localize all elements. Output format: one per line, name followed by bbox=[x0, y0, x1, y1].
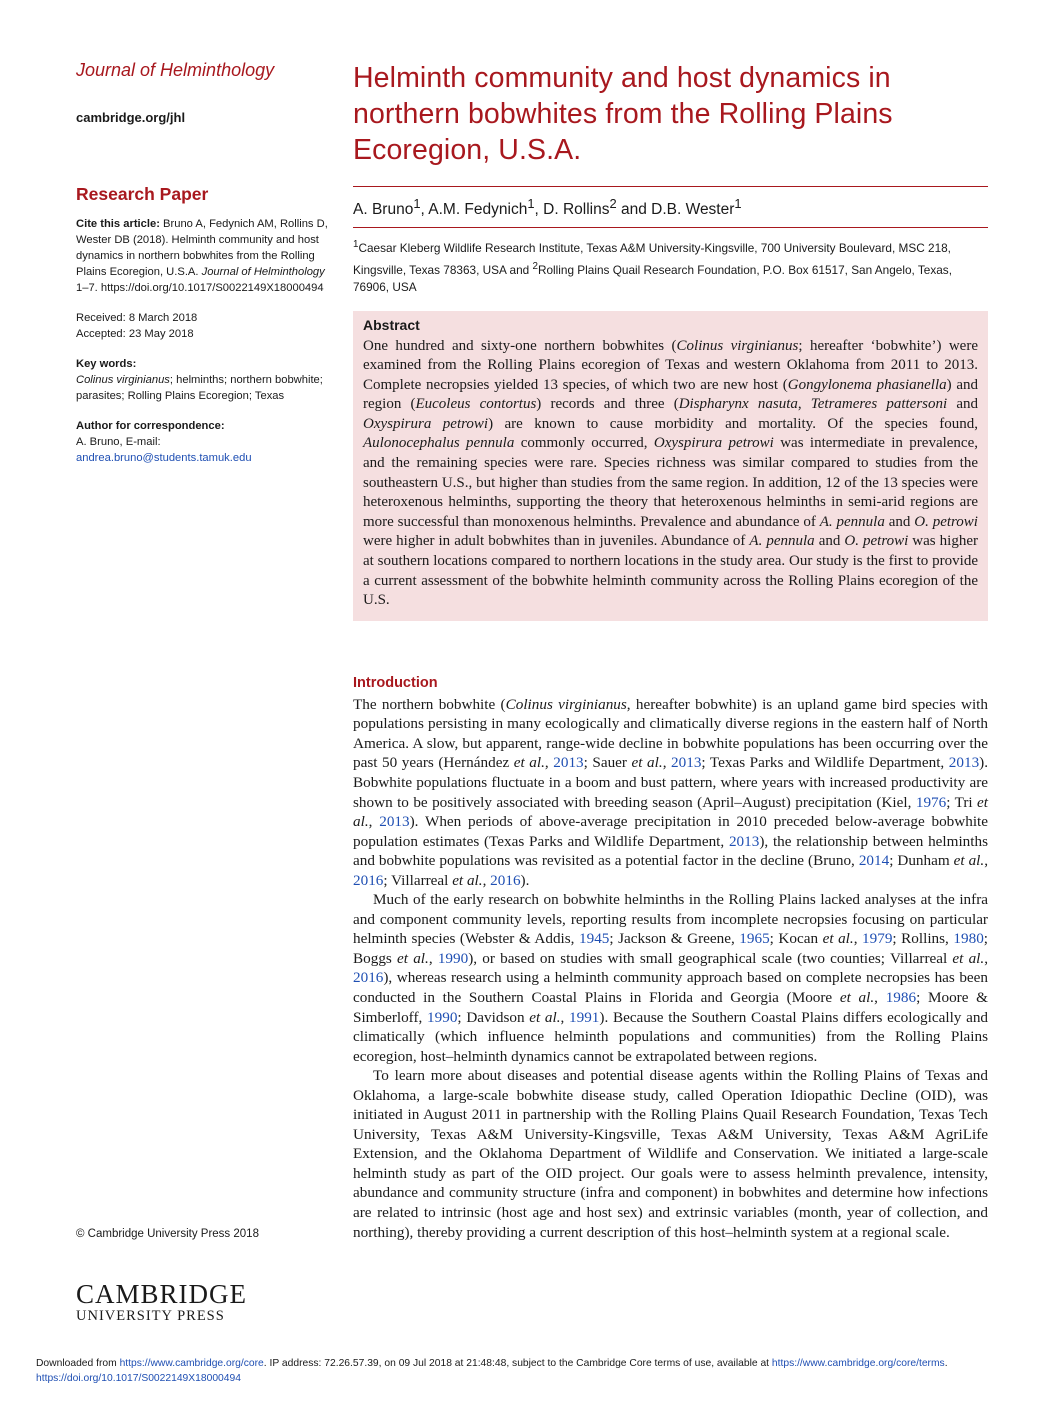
text-segment: , hereafter bobwhite) is an upland game bird species with populations persisting in many ecologically and climatically diverse regions in the eastern half of North America. A slow, but apparent, range-wide decline in bobwhite populations has been occurring over the past 50 years (Hernández bbox=[353, 695, 988, 772]
text-segment: ; Tri bbox=[946, 793, 978, 811]
abstract-segment: and bbox=[884, 513, 915, 530]
abstract-segment: ) and region ( bbox=[363, 376, 978, 413]
text-segment: ), whereas research using a helminth community approach based on complete necropsies has been conducted in the Southern Coastal Plains in Florida and Georgia (Moore bbox=[353, 969, 988, 1007]
footer-text: . bbox=[944, 1358, 948, 1369]
text-segment: ; Texas Parks and Wildlife Department, bbox=[701, 754, 949, 772]
reference-year-link[interactable]: 1980 bbox=[953, 930, 984, 948]
text-segment: , bbox=[368, 813, 380, 831]
abstract-segment: were higher in adult bobwhites than in juveniles. Abundance of bbox=[363, 533, 750, 550]
reference-year-link[interactable]: 1976 bbox=[915, 793, 947, 811]
reference-year-link[interactable]: 1986 bbox=[885, 989, 917, 1007]
text-segment: , bbox=[874, 989, 886, 1007]
article-title: Helminth community and host dynamics in northern bobwhites from the Rolling Plains Ecoregion, U.S.A. bbox=[353, 62, 893, 166]
italic-text: et al. bbox=[353, 793, 989, 831]
keyword-species: Colinus virginianus bbox=[76, 374, 170, 386]
author-separator: , bbox=[420, 201, 429, 219]
text-segment: Much of the early research on bobwhite helminths in the Rolling Plains lacked analyses at the infra and component community levels, reporting results from incomplete necropsies focusing on particular helminth species (Webster & Addis, bbox=[353, 891, 988, 948]
abstract-text bbox=[363, 337, 978, 611]
footer-core-link[interactable]: https://www.cambridge.org/core bbox=[119, 1358, 264, 1369]
citation-label: Cite this article: bbox=[76, 218, 160, 230]
text-segment: ), or based on studies with small geographical scale (two counties; Villarreal bbox=[468, 949, 953, 967]
introduction-body bbox=[353, 695, 988, 1242]
citation-journal: Journal of Helminthology bbox=[201, 266, 325, 278]
text-segment: , bbox=[984, 852, 988, 870]
text-segment: , bbox=[853, 930, 863, 948]
publisher-logo-line1: CAMBRIDGE bbox=[76, 1279, 248, 1309]
text-segment: ; Davidson bbox=[457, 1008, 530, 1026]
correspondence-prefix: A. Bruno, E-mail: bbox=[76, 436, 161, 448]
abstract-species: Colinus virginianus bbox=[676, 337, 799, 354]
author-list bbox=[353, 187, 988, 227]
footer-text: Downloaded from bbox=[36, 1358, 120, 1369]
text-segment: ). When periods of above-average precipitation in 2010 preceded below-average bobwhite population estimates (Texas Parks and Wildlife Department, bbox=[353, 813, 989, 850]
abstract-species: O. petrowi bbox=[844, 533, 909, 550]
text-segment: , bbox=[482, 871, 491, 889]
author-divider bbox=[353, 227, 988, 228]
abstract-species: Oxyspirura petrowi bbox=[363, 415, 489, 432]
publisher-logo-line2: UNIVERSITY PRESS bbox=[76, 1308, 225, 1324]
reference-year-link[interactable]: 2016 bbox=[490, 871, 521, 889]
abstract-heading: Abstract bbox=[363, 316, 420, 333]
author-separator: and bbox=[616, 201, 652, 219]
text-segment: To learn more about diseases and potential disease agents within the Rolling Plains of Texas and Oklahoma, a large-scale bobwhite disease study, called Operation Idiopathic Decline (OID), was initiated in August 2011 in partnership with the Rolling Plains Quail Research Foundation, Texas Tech University, Texas A&M University-Kingsville, Texas A&M University, Texas A&M AgriLife Extension, and the Oklahoma Department of Wildlife and Conservation. We initiated a large-scale helminth study as part of the OID project. Our goals were to assess helminth prevalence, intensity, abundance and community structure (infra and component) in bobwhites and determine how infections are related to intrinsic (host age and host sex) and extrinsic variables (month, year of collection, and northing), thereby providing a current description of this host–helminth system at a regional scale. bbox=[353, 1067, 988, 1241]
text-segment: ), the relationship between helminths and bobwhite populations was revisited as a potential factor in the decline (Bruno, bbox=[353, 832, 988, 870]
author-affiliation-marker: 1 bbox=[527, 196, 535, 211]
text-segment: ; Dunham bbox=[889, 852, 954, 870]
reference-year-link[interactable]: 2014 bbox=[858, 852, 890, 870]
author-name: D. Rollins bbox=[543, 201, 610, 219]
journal-site-url[interactable]: cambridge.org/jhl bbox=[76, 110, 186, 125]
keywords-block bbox=[76, 356, 332, 404]
reference-year-link[interactable]: 2016 bbox=[353, 969, 384, 987]
author-affiliation-marker: 1 bbox=[734, 196, 742, 211]
abstract-segment: and bbox=[947, 396, 978, 413]
italic-text: et al. bbox=[839, 989, 875, 1007]
citation-text: Bruno A, Fedynich AM, Rollins D, Wester DB (2018). Helminth community and host dynamics in northern bobwhites from the Rolling Plains Ecoregion, U.S.A. bbox=[76, 218, 328, 278]
text-segment: , bbox=[560, 1008, 570, 1026]
italic-text: Colinus virginianus bbox=[505, 695, 627, 713]
text-segment: ; Boggs bbox=[353, 930, 989, 967]
keywords-list bbox=[76, 372, 332, 404]
text-segment: , bbox=[662, 754, 672, 772]
abstract-segment: , bbox=[797, 396, 811, 413]
citation-doi: 1–7. https://doi.org/10.1017/S0022149X18000494 bbox=[76, 282, 324, 294]
download-footer bbox=[36, 1356, 1036, 1386]
affiliation-1: Caesar Kleberg Wildlife Research Institute, Texas A&M University-Kingsville, 700 University Boulevard, MSC 218, Kingsville, Texas 78363, USA and bbox=[353, 241, 951, 277]
reference-year-link[interactable]: 1991 bbox=[569, 1008, 600, 1026]
footer-text: . IP address: 72.26.57.39, on 09 Jul 2018 at 21:48:48, subject to the Cambridge Core terms of use, available at bbox=[263, 1358, 772, 1369]
italic-text: et al. bbox=[397, 949, 429, 967]
abstract-species: Eucoleus contortus bbox=[415, 396, 537, 413]
italic-text: et al. bbox=[953, 852, 985, 870]
reference-year-link[interactable]: 1945 bbox=[579, 930, 610, 948]
author-name: D.B. Wester bbox=[651, 201, 735, 219]
publisher-logo bbox=[76, 1280, 247, 1324]
abstract-species: Oxyspirura petrowi bbox=[653, 435, 774, 452]
reference-year-link[interactable]: 2016 bbox=[353, 871, 384, 889]
abstract-segment: was higher at southern locations compared to northern locations in the study area. Our study is the first to provide a current assessment of the bobwhite helminth community across the Rolling Plains ecoregion of the U.S. bbox=[363, 533, 978, 609]
keywords-label: Key words: bbox=[76, 358, 137, 370]
abstract-species: O. petrowi bbox=[914, 513, 978, 530]
abstract-species: Aulonocephalus pennula bbox=[363, 435, 515, 452]
abstract-species: Tetrameres pattersoni bbox=[810, 396, 948, 413]
abstract-segment: One hundred and sixty-one northern bobwhites ( bbox=[363, 337, 677, 354]
affiliation-2: Rolling Plains Quail Research Foundation, P.O. Box 61517, San Angelo, Texas, 76906, USA bbox=[353, 262, 952, 294]
article-type: Research Paper bbox=[76, 184, 209, 204]
text-segment: The northern bobwhite ( bbox=[353, 695, 506, 713]
author-affiliation-marker: 2 bbox=[609, 196, 617, 211]
abstract-segment: ) records and three ( bbox=[536, 396, 679, 413]
abstract-species: Dispharynx nasuta bbox=[678, 396, 798, 413]
abstract-segment: ) are known to cause morbidity and mortality. Of the species found, bbox=[488, 415, 978, 432]
abstract-species: A. pennula bbox=[749, 533, 815, 550]
italic-text: et al. bbox=[631, 754, 663, 772]
author-name: A.M. Fedynich bbox=[428, 201, 528, 219]
text-segment: , bbox=[984, 949, 988, 967]
reference-year-link[interactable]: 2013 bbox=[553, 754, 584, 772]
italic-text: et al. bbox=[822, 930, 854, 948]
reference-year-link[interactable]: 2013 bbox=[728, 832, 760, 850]
intro-paragraph-3 bbox=[353, 1066, 988, 1242]
text-segment: ; Rollins, bbox=[892, 930, 954, 948]
intro-paragraph-2 bbox=[353, 890, 988, 1066]
text-segment: , bbox=[428, 949, 438, 967]
affiliation-2-marker: 2 bbox=[532, 260, 538, 272]
accepted-date: Accepted: 23 May 2018 bbox=[76, 328, 194, 340]
text-segment: ). Because the Southern Coastal Plains differs ecologically and climatically (which influence helminth populations and communities) from the Rolling Plains ecoregion, host–helminth dynamics cannot be extrapolated between regions. bbox=[353, 1008, 989, 1065]
reference-year-link[interactable]: 1979 bbox=[862, 930, 893, 948]
text-segment: ; Sauer bbox=[583, 754, 632, 772]
abstract-segment: ; hereafter ‘bobwhite’) were examined from the Rolling Plains ecoregion of Texas and western Oklahoma from 2011 to 2013. Complete necropsies yielded 13 species, of which two are new host ( bbox=[363, 337, 978, 393]
text-segment: ; Moore & Simberloff, bbox=[353, 989, 989, 1026]
introduction-heading: Introduction bbox=[353, 674, 438, 691]
correspondence-block bbox=[76, 418, 332, 466]
text-segment: ). Bobwhite populations fluctuate in a boom and bust pattern, where years with increased productivity are shown to be positively associated with breeding season (April–August) precipitation (Kiel, bbox=[353, 754, 989, 811]
author-name: A. Bruno bbox=[353, 201, 414, 219]
copyright-notice: © Cambridge University Press 2018 bbox=[76, 1228, 259, 1240]
text-segment: ; Villarreal bbox=[383, 871, 453, 889]
italic-text: et al. bbox=[529, 1008, 561, 1026]
footer-line-1 bbox=[36, 1356, 1036, 1371]
text-segment: ; Kocan bbox=[769, 930, 823, 948]
correspondence-info bbox=[76, 434, 332, 466]
author-affiliation-marker: 1 bbox=[413, 196, 421, 211]
abstract-species: A. pennula bbox=[819, 513, 885, 530]
italic-text: et al. bbox=[513, 754, 545, 772]
main-column bbox=[353, 60, 988, 1242]
abstract-segment: commonly occurred, bbox=[514, 435, 654, 452]
text-segment: , bbox=[544, 754, 554, 772]
correspondence-label: Author for correspondence: bbox=[76, 420, 225, 432]
abstract-species: Gongylonema phasianella bbox=[787, 376, 947, 393]
correspondence-email-link[interactable]: andrea.bruno@students.tamuk.edu bbox=[76, 452, 252, 464]
italic-text: et al. bbox=[952, 949, 985, 967]
italic-text: et al. bbox=[452, 871, 483, 889]
dates-block bbox=[76, 310, 332, 342]
abstract-segment: and bbox=[814, 533, 845, 550]
author-separator: , bbox=[534, 201, 544, 219]
reference-year-link[interactable]: 2013 bbox=[948, 754, 980, 772]
footer-doi-link[interactable]: https://doi.org/10.1017/S0022149X18000494 bbox=[36, 1373, 241, 1384]
affiliation-1-marker: 1 bbox=[353, 239, 359, 251]
footer-line-2 bbox=[36, 1371, 1036, 1386]
text-segment: ). bbox=[520, 871, 530, 889]
received-date: Received: 8 March 2018 bbox=[76, 312, 198, 324]
reference-year-link[interactable]: 2013 bbox=[671, 754, 702, 772]
reference-year-link[interactable]: 1990 bbox=[427, 1008, 458, 1026]
affiliations bbox=[353, 236, 988, 296]
sidebar bbox=[76, 60, 332, 466]
reference-year-link[interactable]: 1965 bbox=[739, 930, 770, 948]
abstract-box bbox=[353, 311, 988, 621]
text-segment: ; Jackson & Greene, bbox=[609, 930, 740, 948]
journal-name: Journal of Helminthology bbox=[76, 60, 275, 80]
abstract-segment: was intermediate in prevalence, and the remaining species were rare. Species richness was similar compared to studies from the southeastern U.S., but higher than studies from the same region. In addition, 12 of the 13 species were heteroxenous helminths, supporting the theory that heteroxenous helminths in semi-arid regions are more successful than monoxenous helminths. Prevalence and abundance of bbox=[363, 435, 978, 530]
reference-year-link[interactable]: 1990 bbox=[437, 949, 469, 967]
keywords-rest: ; helminths; northern bobwhite; parasites; Rolling Plains Ecoregion; Texas bbox=[76, 374, 323, 402]
footer-terms-link[interactable]: https://www.cambridge.org/core/terms bbox=[771, 1358, 945, 1369]
reference-year-link[interactable]: 2013 bbox=[379, 813, 410, 831]
citation-block bbox=[76, 216, 332, 296]
intro-paragraph-1 bbox=[353, 695, 988, 890]
